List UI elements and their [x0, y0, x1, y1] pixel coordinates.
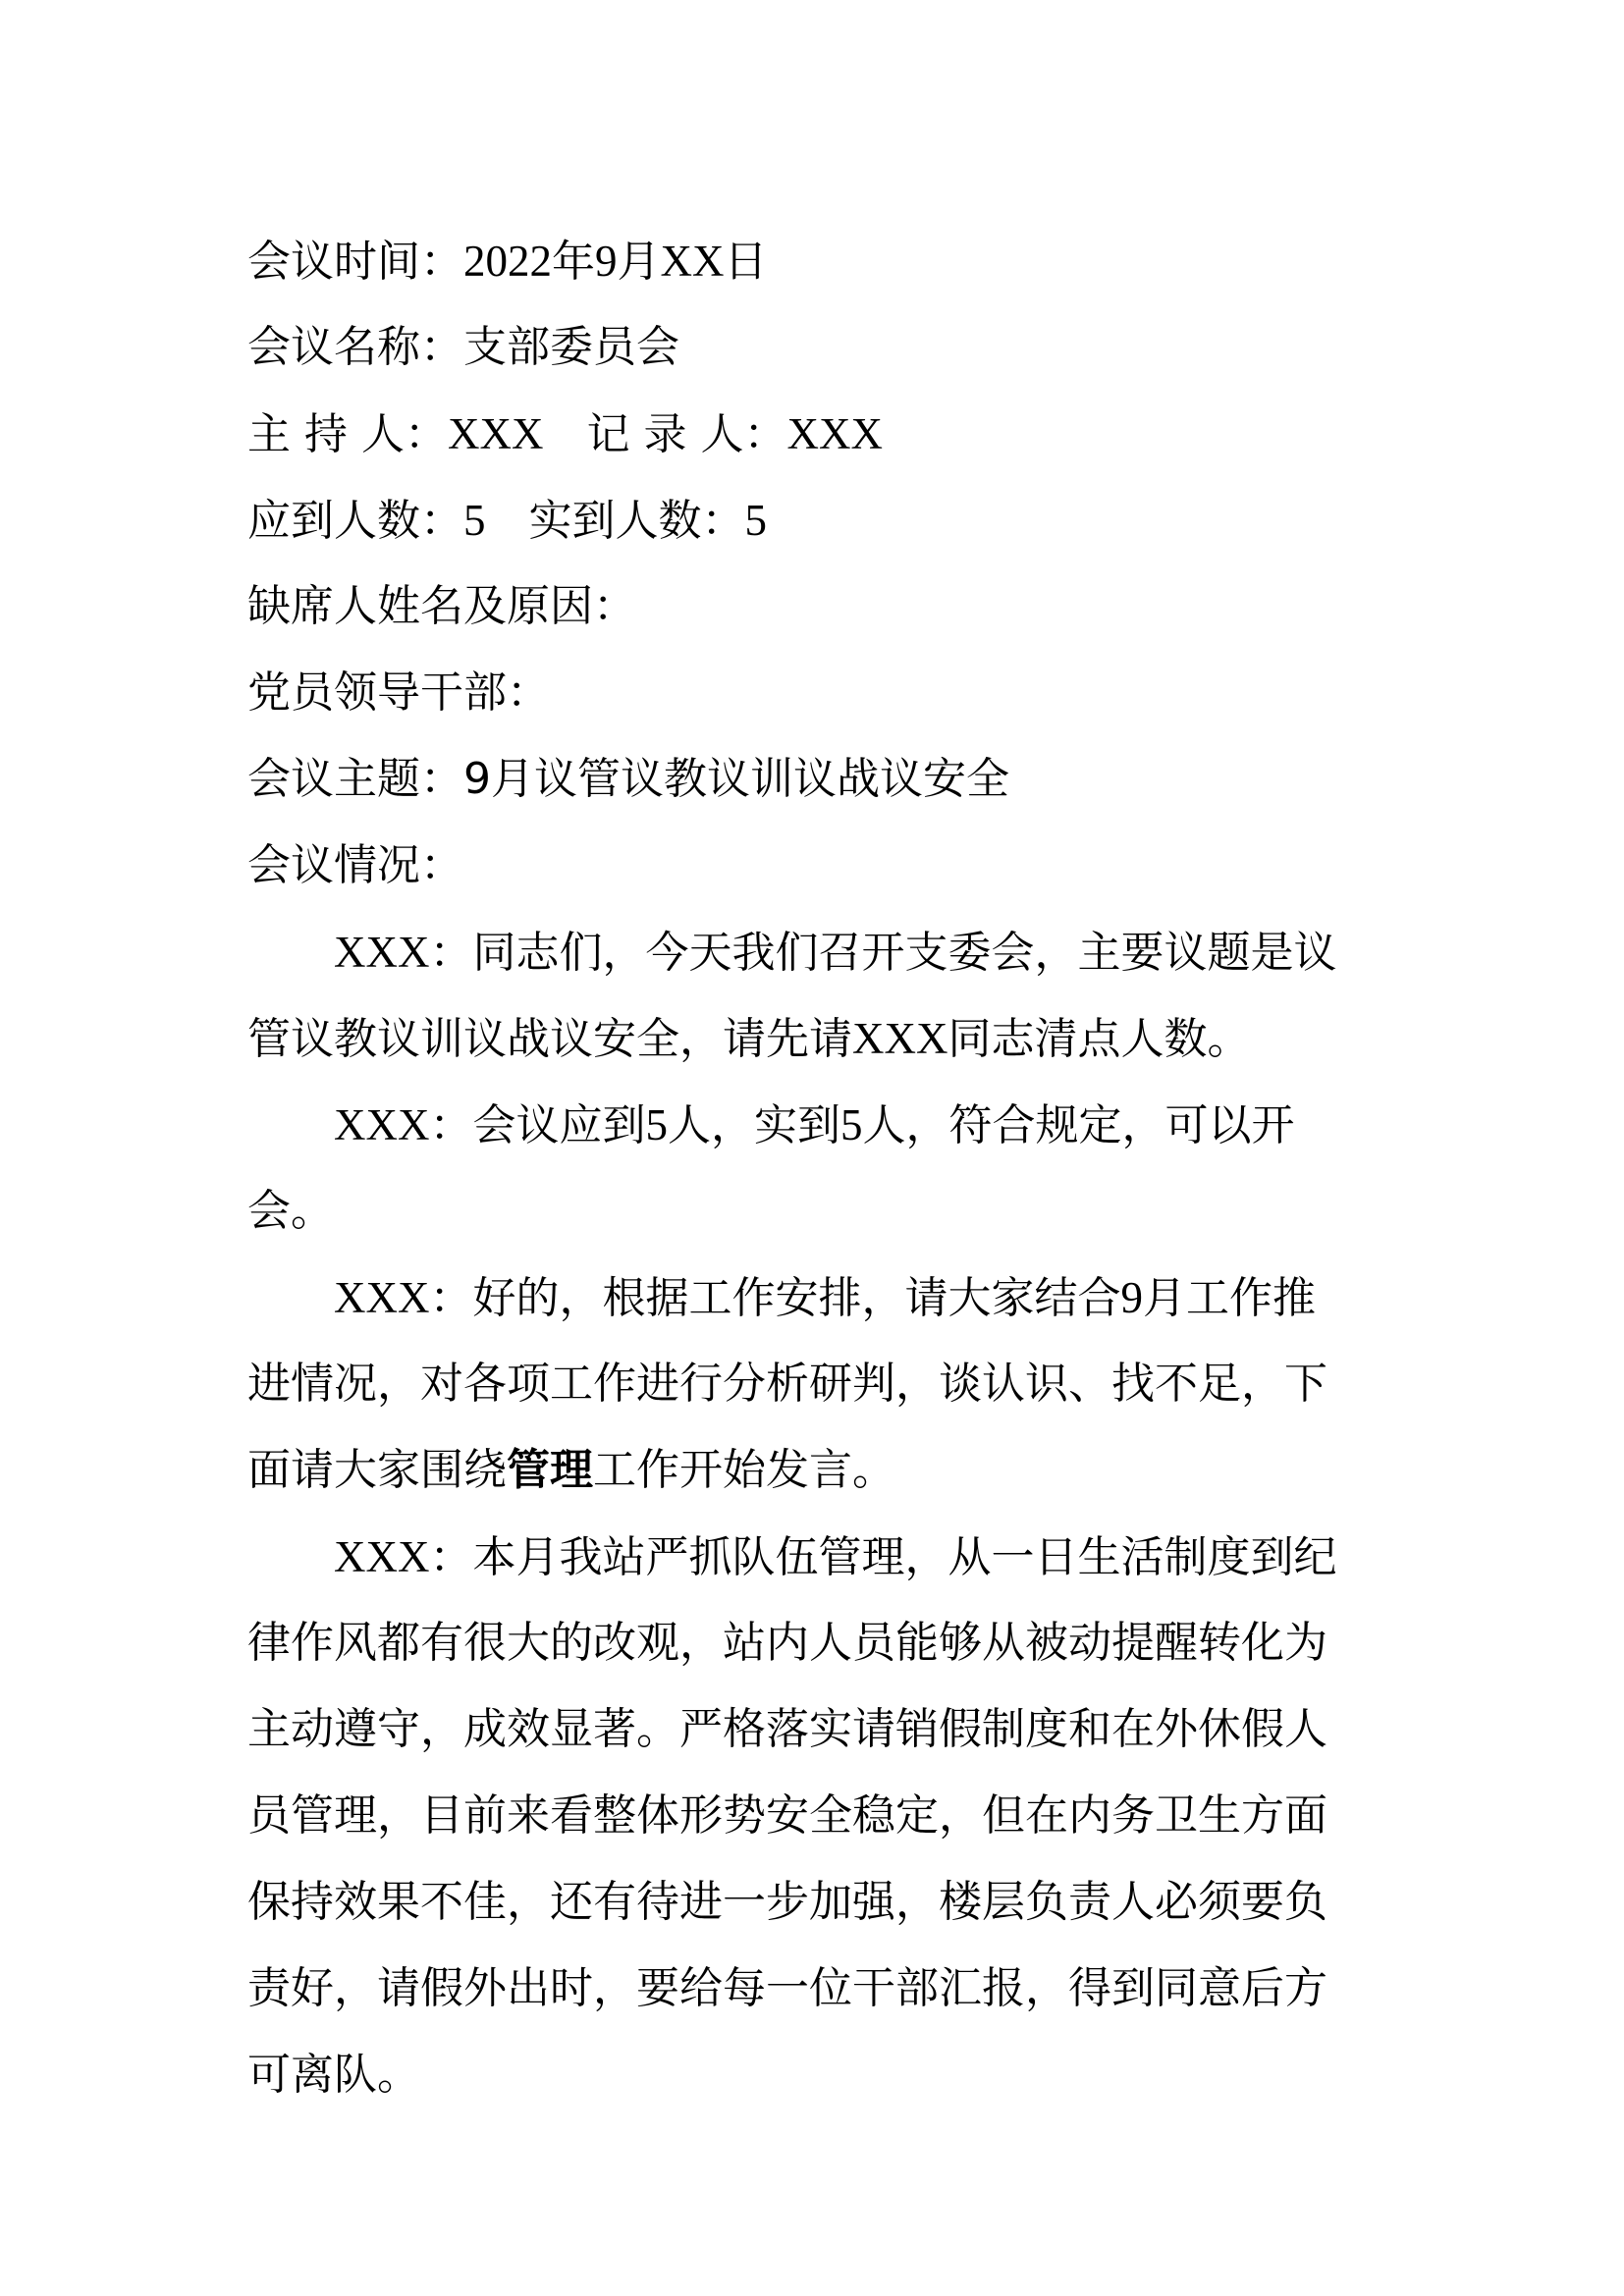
paragraph-text: 责好，请假外出时，要给每一位干部汇报，得到同意后方	[247, 1963, 1327, 2013]
recorder-label: 记 录 人：	[586, 409, 787, 459]
paragraph-text: 律作风都有很大的改观，站内人员能够从被动提醒转化为	[247, 1618, 1327, 1668]
topic-value: 9月议管议教议训议战议安全	[463, 754, 1009, 804]
paragraph-text: ：本月我站严抓队伍管理，从一日生活制度到纪	[429, 1532, 1337, 1582]
paragraph-text: 保持效果不佳，还有待进一步加强，楼层负责人必须要负	[247, 1877, 1327, 1927]
paragraph-3-line-1	[247, 1255, 1391, 1341]
host-value: XXX	[447, 409, 544, 458]
paragraph-text: 工作开始发言。	[593, 1445, 895, 1495]
paragraph-text: 会。	[247, 1186, 334, 1236]
paragraph-3-line-3	[247, 1427, 1391, 1514]
leaders-label: 党员领导干部：	[247, 667, 550, 718]
paragraph-text: 可离队。	[247, 2050, 420, 2100]
paragraph-text: 人，实到	[668, 1100, 840, 1150]
paragraph-text: 主动遵守，成效显著。严格落实请销假制度和在外休假人	[247, 1704, 1327, 1754]
expected-count-value: 5	[463, 496, 486, 545]
speaker-name: XXX	[334, 1100, 430, 1149]
paragraph-4-line-1	[247, 1514, 1391, 1600]
meeting-minutes	[247, 218, 1391, 2118]
paragraph-text: 面请大家围绕	[247, 1445, 507, 1495]
paragraph-text: ：会议应到	[429, 1100, 646, 1150]
paragraph-4-line-2	[247, 1600, 1391, 1686]
month-number: 9	[1120, 1273, 1143, 1322]
paragraph-4-line-5	[247, 1859, 1391, 1946]
meeting-time-year: 2022	[463, 237, 552, 286]
situation-label: 会议情况：	[247, 840, 463, 890]
paragraph-text: 员管理，目前来看整体形势安全稳定，但在内务卫生方面	[247, 1790, 1327, 1841]
paragraph-text: 进情况，对各项工作进行分析研判，谈认识、找不足，下	[247, 1359, 1327, 1409]
meeting-time-year-unit: 年	[552, 237, 595, 287]
speaker-name: XXX	[334, 928, 430, 977]
topic-line	[247, 736, 1391, 823]
situation-line	[247, 823, 1391, 909]
paragraph-4-line-4	[247, 1773, 1391, 1859]
person-name: XXX	[852, 1014, 948, 1063]
count-number: 5	[645, 1100, 668, 1149]
leaders-line	[247, 650, 1391, 736]
meeting-time-day-unit: 日	[724, 237, 768, 287]
actual-count-value: 5	[744, 496, 767, 545]
host-recorder-line	[247, 391, 1391, 477]
meeting-time-day: XX	[660, 237, 725, 286]
meeting-name-label: 会议名称：	[247, 322, 463, 372]
meeting-name-value: 支部委员会	[463, 322, 679, 372]
paragraph-4-line-7	[247, 2032, 1391, 2118]
paragraph-4-line-6	[247, 1946, 1391, 2032]
paragraph-1-line-2	[247, 995, 1391, 1082]
host-label: 主 持 人：	[247, 409, 448, 459]
emphasis-text: 管理	[507, 1445, 593, 1495]
paragraph-text: 月工作推	[1143, 1273, 1316, 1323]
paragraph-text: ：好的，根据工作安排，请大家结合	[429, 1273, 1121, 1323]
paragraph-3-line-2	[247, 1341, 1391, 1427]
actual-count-label: 实到人数：	[528, 496, 745, 546]
speaker-name: XXX	[334, 1532, 430, 1581]
meeting-time-label: 会议时间：	[247, 237, 463, 287]
paragraph-1-line-1	[247, 909, 1391, 995]
paragraph-text: ：同志们，今天我们召开支委会，主要议题是议	[429, 928, 1337, 978]
absent-line	[247, 563, 1391, 650]
paragraph-text: 同志清点人数。	[947, 1014, 1251, 1064]
expected-count-label: 应到人数：	[247, 496, 463, 546]
absent-label: 缺席人姓名及原因：	[247, 581, 636, 631]
paragraph-text: 管议教议训议战议安全，请先请	[247, 1014, 852, 1064]
paragraph-2-line-1	[247, 1082, 1391, 1168]
recorder-value: XXX	[786, 409, 883, 458]
meeting-time-line	[247, 218, 1391, 304]
count-number: 5	[840, 1100, 863, 1149]
paragraph-text: 人，符合规定，可以开	[862, 1100, 1295, 1150]
attendance-line	[247, 477, 1391, 563]
topic-label: 会议主题：	[247, 754, 463, 804]
meeting-time-month: 9	[595, 237, 618, 286]
meeting-name-line	[247, 304, 1391, 391]
meeting-time-month-unit: 月	[617, 237, 661, 287]
paragraph-2-line-2	[247, 1168, 1391, 1255]
paragraph-4-line-3	[247, 1686, 1391, 1773]
speaker-name: XXX	[334, 1273, 430, 1322]
